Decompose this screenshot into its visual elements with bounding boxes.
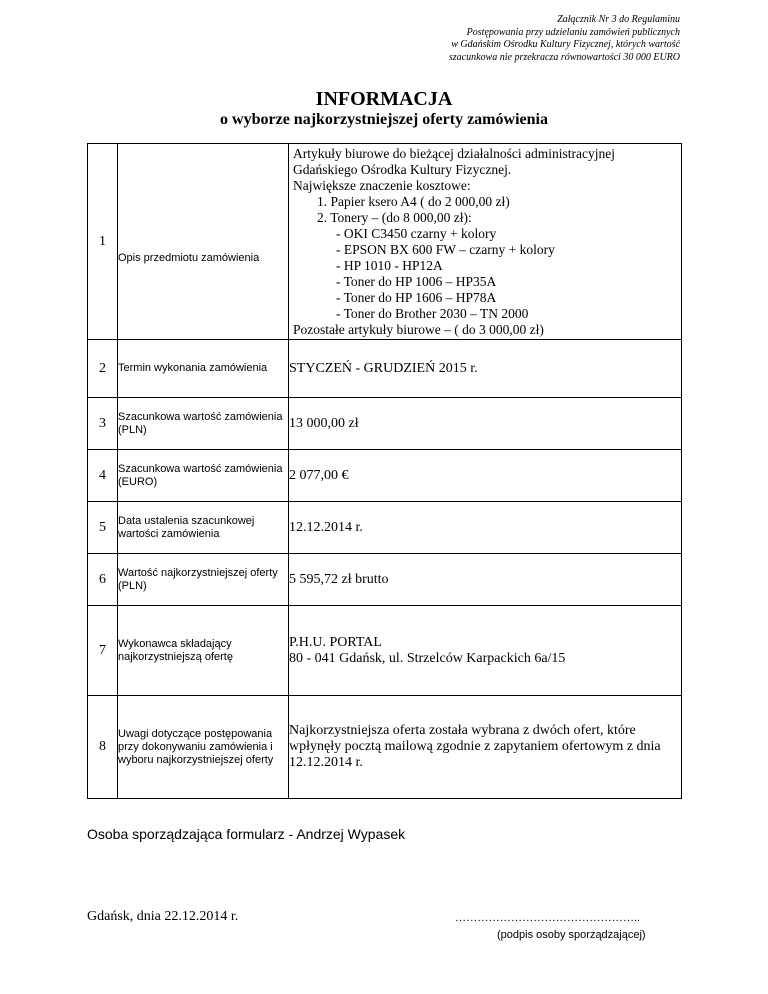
description-item: 2. Tonery – (do 8 000,00 zł): <box>317 209 472 225</box>
description-line: Artykuły biurowe do bieżącej działalności administracyjnej <box>293 145 616 161</box>
row-label: Wykonawca składający najkorzystniejszą ofertę <box>118 606 289 696</box>
annex-line: szacunkowa nie przekracza równowartości 30 000 EURO <box>448 51 680 63</box>
annex-note <box>280 14 680 64</box>
row-value: 12.12.2014 r. <box>289 502 682 554</box>
description-item: 1. Papier ksero A4 ( do 2 000,00 zł) <box>317 193 510 209</box>
row-value: 5 595,72 zł brutto <box>289 554 682 606</box>
document-title: INFORMACJA <box>315 88 453 110</box>
description-subitem: - Toner do Brother 2030 – TN 2000 <box>336 305 529 321</box>
annex-line: w Gdańskim Ośrodku Kultury Fizycznej, których wartość <box>451 39 680 50</box>
annex-line: Załącznik Nr 3 do Regulaminu <box>557 14 680 25</box>
place-date: Gdańsk, dnia 22.12.2014 r. <box>87 909 239 924</box>
row-number: 6 <box>88 554 118 606</box>
signature-label: (podpis osoby sporządzającej) <box>497 929 646 941</box>
contractor-address: 80 - 041 Gdańsk, ul. Strzelców Karpackich 6a/15 <box>289 650 566 666</box>
description-line: Największe znaczenie kosztowe: <box>293 177 471 193</box>
prepared-by: Osoba sporządzająca formularz - Andrzej Wypasek <box>87 826 406 842</box>
table-row <box>88 554 682 606</box>
annex-line: Postępowania przy udzielaniu zamówień publicznych <box>466 26 680 38</box>
row-value: STYCZEŃ - GRUDZIEŃ 2015 r. <box>289 340 682 398</box>
document-subtitle: o wyborze najkorzystniejszej oferty zamówienia <box>220 111 548 128</box>
row-label: Data ustalenia szacunkowej wartości zamówienia <box>118 502 289 554</box>
row-label: Szacunkowa wartość zamówienia (EURO) <box>118 450 289 502</box>
description-subitem: - EPSON BX 600 FW – czarny + kolory <box>336 241 555 257</box>
row-label: Szacunkowa wartość zamówienia (PLN) <box>118 398 289 450</box>
row-value: 13 000,00 zł <box>289 398 682 450</box>
row-number: 1 <box>88 144 118 340</box>
row-number: 3 <box>88 398 118 450</box>
row-value-description <box>289 144 682 340</box>
row-label: Opis przedmiotu zamówienia <box>118 144 289 340</box>
information-table <box>87 143 682 799</box>
table-row <box>88 606 682 696</box>
row-number: 2 <box>88 340 118 398</box>
row-label: Uwagi dotyczące postępowania przy dokonywaniu zamówienia i wyboru najkorzystniejszej oferty <box>118 696 289 799</box>
signature-line: ………………………………………….. <box>455 912 641 924</box>
table-row <box>88 398 682 450</box>
contractor-name: P.H.U. PORTAL <box>289 634 382 650</box>
description-subitem: - Toner do HP 1606 – HP78A <box>336 289 497 305</box>
description-line: Pozostałe artykuły biurowe – ( do 3 000,00 zł) <box>293 321 544 337</box>
row-number: 5 <box>88 502 118 554</box>
row-label: Wartość najkorzystniejszej oferty (PLN) <box>118 554 289 606</box>
table-row <box>88 340 682 398</box>
table-row <box>88 696 682 799</box>
row-number: 7 <box>88 606 118 696</box>
description-subitem: - Toner do HP 1006 – HP35A <box>336 273 497 289</box>
table-row <box>88 502 682 554</box>
description-line: Gdańskiego Ośrodka Kultury Fizycznej. <box>293 161 512 177</box>
row-number: 4 <box>88 450 118 502</box>
row-value-contractor <box>289 606 682 696</box>
row-number: 8 <box>88 696 118 799</box>
table-row <box>88 144 682 340</box>
table-row <box>88 450 682 502</box>
description-subitem: - HP 1010 - HP12A <box>336 257 443 273</box>
row-value: 2 077,00 € <box>289 450 682 502</box>
description-subitem: - OKI C3450 czarny + kolory <box>336 225 497 241</box>
row-value: Najkorzystniejsza oferta została wybrana z dwóch ofert, które wpłynęły pocztą mailową zgodnie z zapytaniem ofertowym z dnia 12.12.2014 r. <box>289 696 682 799</box>
row-label: Termin wykonania zamówienia <box>118 340 289 398</box>
